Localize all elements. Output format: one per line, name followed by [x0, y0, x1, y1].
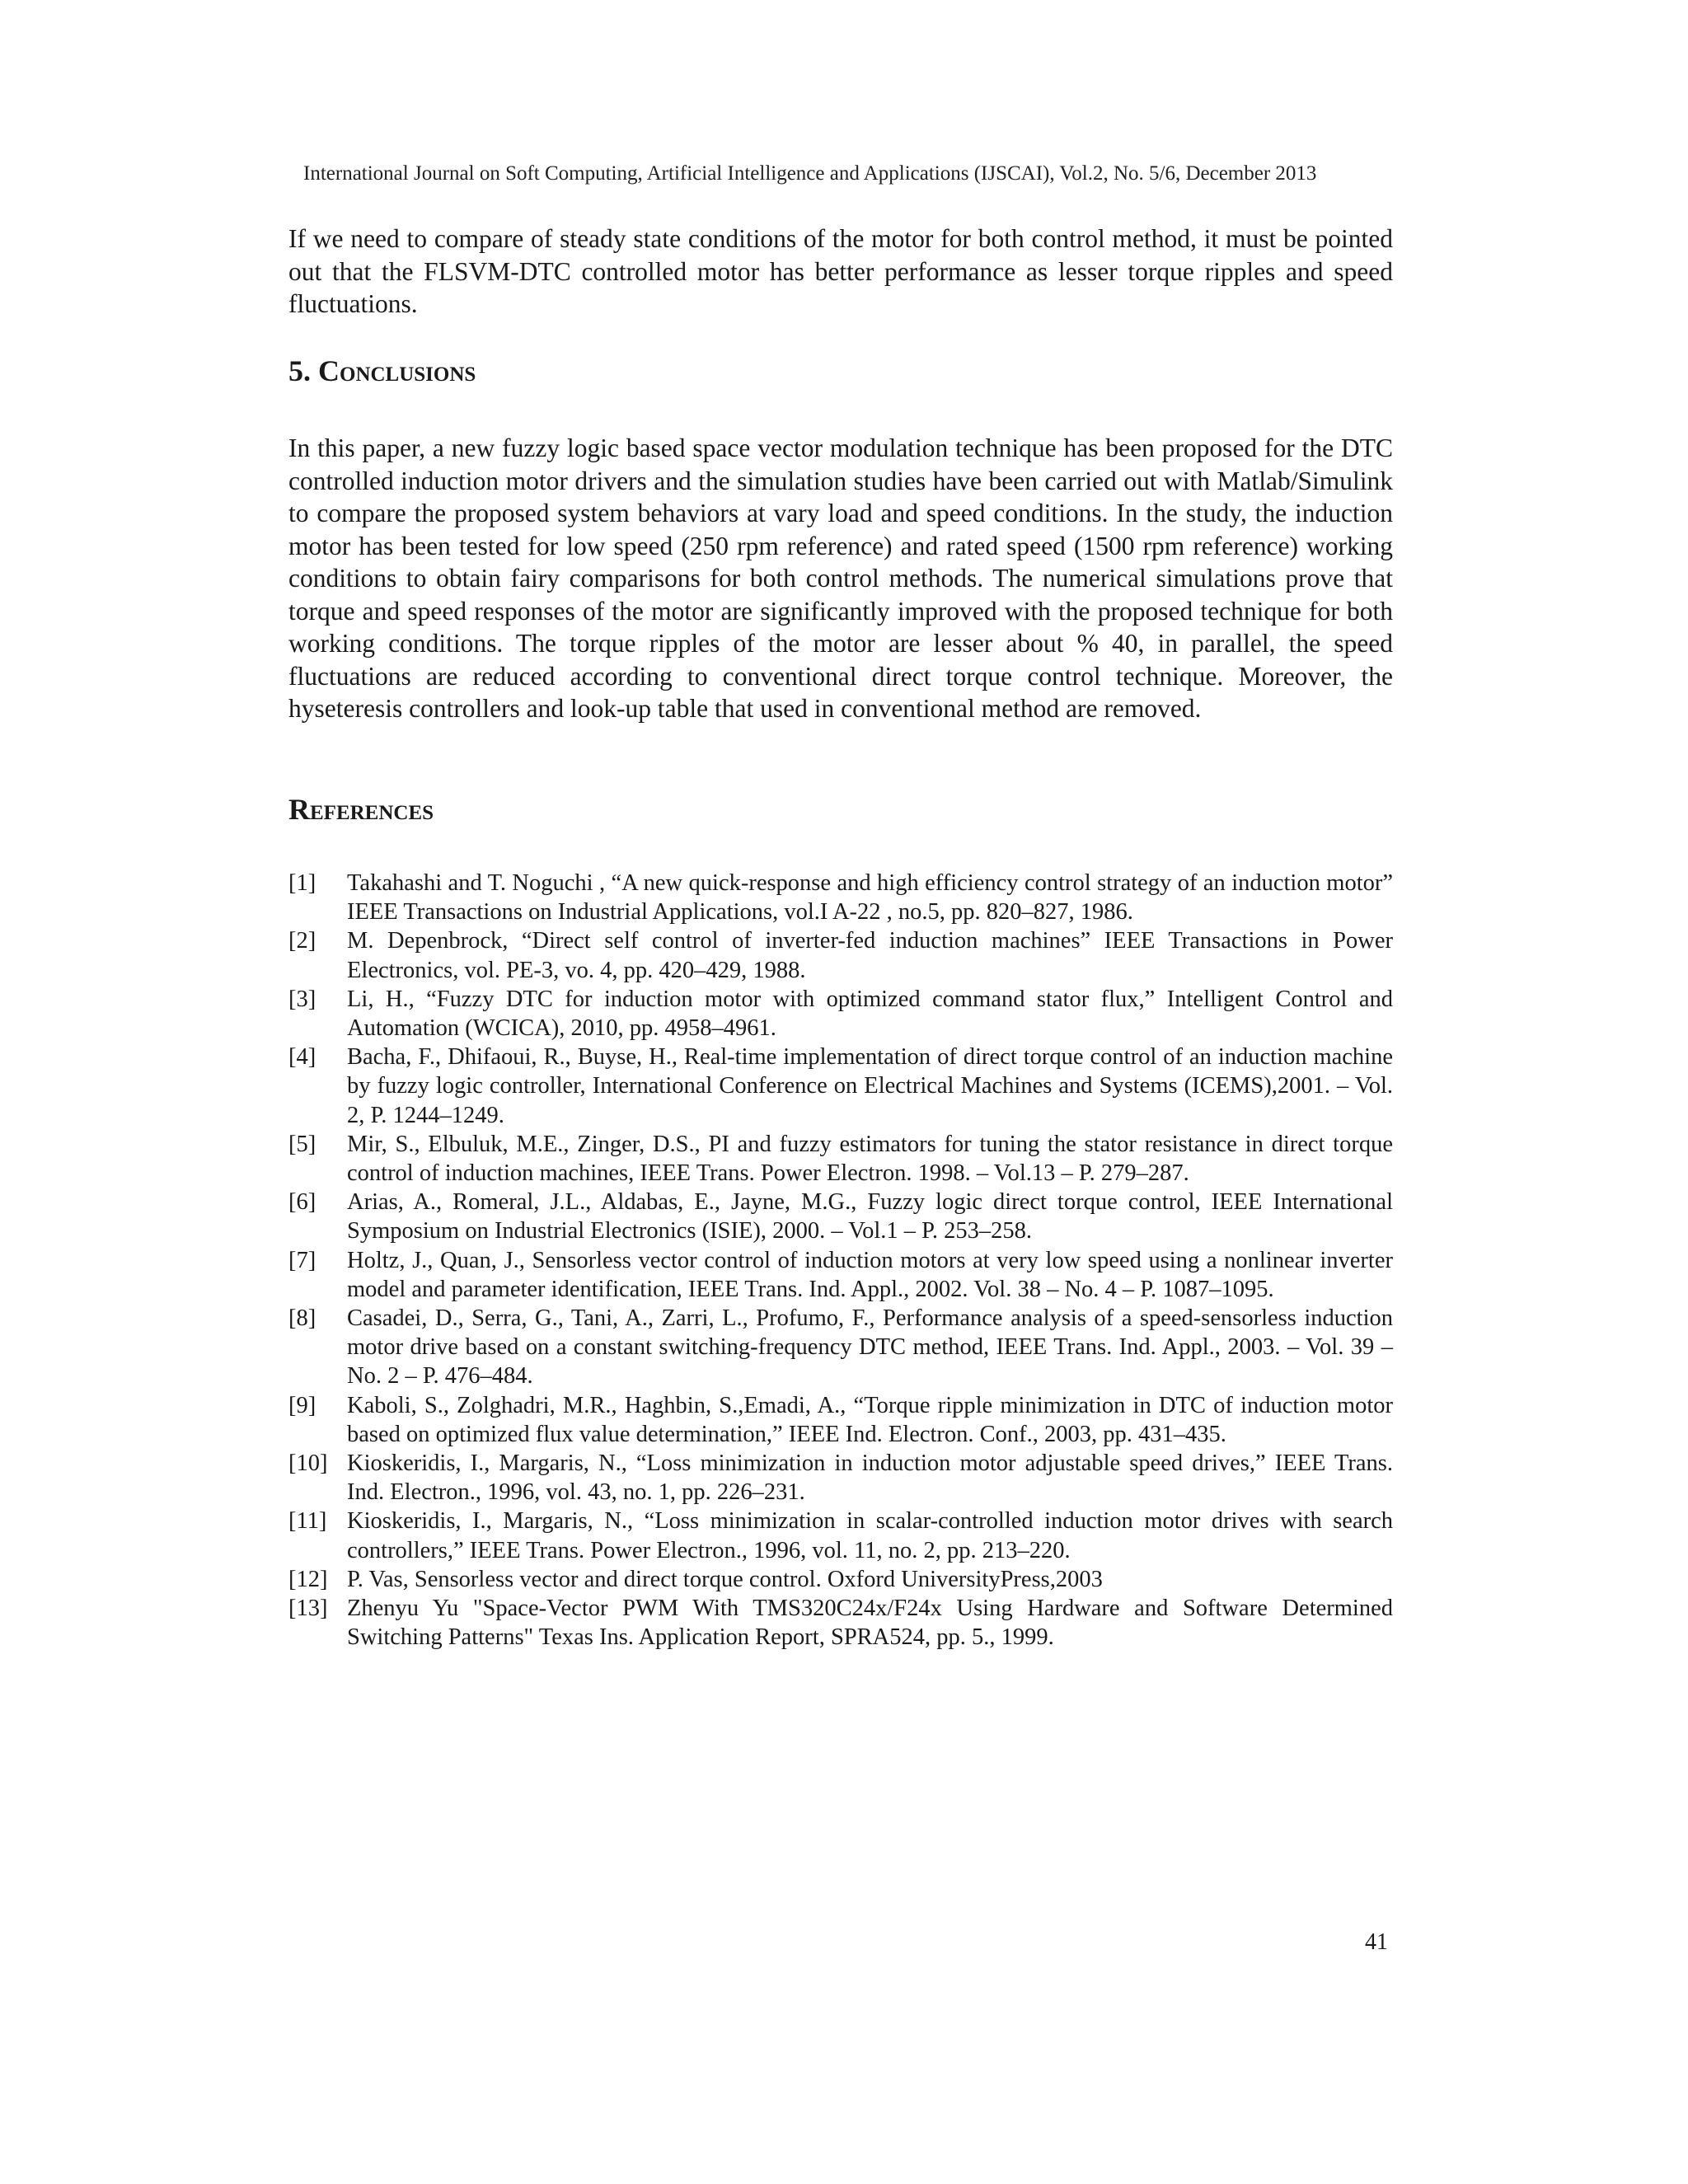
reference-number: [5] — [288, 1131, 316, 1157]
reference-item — [288, 1188, 1393, 1245]
running-header: International Journal on Soft Computing, Artificial Intelligence and Applications (IJSCAI), Vol.2, No. 5/6, December 2013 — [303, 162, 1317, 185]
conclusions-paragraph: In this paper, a new fuzzy logic based space vector modulation technique has been proposed for the DTC controlled induction motor drivers and the simulation studies have been carried out with Matlab/Simulink to compare the proposed system behaviors at vary load and speed conditions. In the study, the induction motor has been tested for low speed (250 rpm reference) and rated speed (1500 rpm reference) working conditions to obtain fairy comparisons for both control methods. The numerical simulations prove that torque and speed responses of the motor are significantly improved with the proposed technique for both working conditions. The torque ripples of the motor are lesser about % 40, in parallel, the speed fluctuations are reduced according to conventional direct torque control technique. Moreover, the hyseteresis controllers and look-up table that used in conventional method are removed. — [288, 434, 1393, 723]
reference-number: [9] — [288, 1392, 316, 1418]
reference-number: [12] — [288, 1566, 328, 1592]
reference-number: [11] — [288, 1508, 327, 1535]
page-number: 41 — [1365, 1929, 1388, 1955]
reference-number: [8] — [288, 1305, 316, 1332]
reference-item — [288, 985, 1393, 1043]
reference-text: M. Depenbrock, “Direct self control of inverter-fed induction machines” IEEE Transactions in Power Electronics, vol. PE-3, vo. 4, pp. 420–429, 1988. — [347, 928, 1393, 983]
reference-item — [288, 1507, 1393, 1564]
intro-paragraph: If we need to compare of steady state conditions of the motor for both control method, it must be pointed out that the FLSVM-DTC controlled motor has better performance as lesser torque ripples and speed fluctuations. — [288, 224, 1393, 318]
references-heading-title: References — [288, 793, 434, 826]
reference-text: Zhenyu Yu "Space-Vector PWM With TMS320C24x/F24x Using Hardware and Software Determined Switching Patterns" Texas Ins. Application Report, SPRA524, pp. 5., 1999. — [347, 1596, 1393, 1651]
reference-item — [288, 1246, 1393, 1304]
reference-text: Takahashi and T. Noguchi , “A new quick-response and high efficiency control strategy of an induction motor” IEEE Transactions on Industrial Applications, vol.I A-22 , no.5, pp. 820–827, 1986. — [347, 870, 1393, 926]
reference-item — [288, 1043, 1393, 1130]
reference-number: [2] — [288, 928, 316, 954]
conclusions-heading — [288, 353, 476, 389]
reference-number: [7] — [288, 1247, 316, 1273]
reference-number: [10] — [288, 1451, 328, 1477]
reference-text: Li, H., “Fuzzy DTC for induction motor with optimized command stator flux,” Intelligent Control and Automation (WCICA), 2010, pp. 4958–4961. — [347, 986, 1393, 1042]
references-heading — [288, 791, 434, 827]
reference-text: P. Vas, Sensorless vector and direct torque control. Oxford UniversityPress,2003 — [347, 1566, 1103, 1592]
reference-item — [288, 1565, 1393, 1594]
reference-text: Kioskeridis, I., Margaris, N., “Loss minimization in induction motor adjustable speed drives,” IEEE Trans. Ind. Electron., 1996, vol. 43, no. 1, pp. 226–231. — [347, 1451, 1393, 1506]
reference-item — [288, 869, 1393, 926]
reference-number: [3] — [288, 986, 316, 1012]
reference-item — [288, 1449, 1393, 1507]
reference-number: [4] — [288, 1044, 316, 1071]
reference-list — [288, 869, 1393, 1652]
reference-text: Holtz, J., Quan, J., Sensorless vector control of induction motors at very low speed using a nonlinear inverter model and parameter identification, IEEE Trans. Ind. Appl., 2002. Vol. 38 – No. 4 – P. 1087–1095. — [347, 1247, 1393, 1302]
conclusions-heading-title: Conclusions — [318, 354, 476, 387]
reference-text: Kioskeridis, I., Margaris, N., “Loss minimization in scalar-controlled induction motor drives with search controllers,” IEEE Trans. Power Electron., 1996, vol. 11, no. 2, pp. 213–220. — [347, 1508, 1393, 1563]
reference-number: [1] — [288, 870, 316, 896]
reference-item — [288, 1130, 1393, 1188]
conclusions-heading-number: 5. — [288, 354, 311, 387]
reference-item — [288, 1391, 1393, 1449]
reference-text: Mir, S., Elbuluk, M.E., Zinger, D.S., PI and fuzzy estimators for tuning the stator resistance in direct torque control of induction machines, IEEE Trans. Power Electron. 1998. – Vol.13 – P. 279–287. — [347, 1131, 1393, 1187]
reference-text: Kaboli, S., Zolghadri, M.R., Haghbin, S.,Emadi, A., “Torque ripple minimization in DTC of induction motor based on optimized flux value determination,” IEEE Ind. Electron. Conf., 2003, pp. 431–435. — [347, 1392, 1393, 1447]
reference-item — [288, 1594, 1393, 1652]
reference-item — [288, 1304, 1393, 1391]
reference-item — [288, 926, 1393, 984]
reference-text: Bacha, F., Dhifaoui, R., Buyse, H., Real-time implementation of direct torque control of an induction machine by fuzzy logic controller, International Conference on Electrical Machines and Systems (ICEMS),2001. – Vol. 2, P. 1244–1249. — [347, 1044, 1393, 1128]
reference-number: [13] — [288, 1596, 328, 1622]
reference-text: Arias, A., Romeral, J.L., Aldabas, E., Jayne, M.G., Fuzzy logic direct torque control, IEEE International Symposium on Industrial Electronics (ISIE), 2000. – Vol.1 – P. 253–258. — [347, 1189, 1393, 1244]
reference-text: Casadei, D., Serra, G., Tani, A., Zarri, L., Profumo, F., Performance analysis of a speed-sensorless induction motor drive based on a constant switching-frequency DTC method, IEEE Trans. Ind. Appl., 2003. – Vol. 39 – No. 2 – P. 476–484. — [347, 1305, 1393, 1390]
reference-number: [6] — [288, 1189, 316, 1216]
